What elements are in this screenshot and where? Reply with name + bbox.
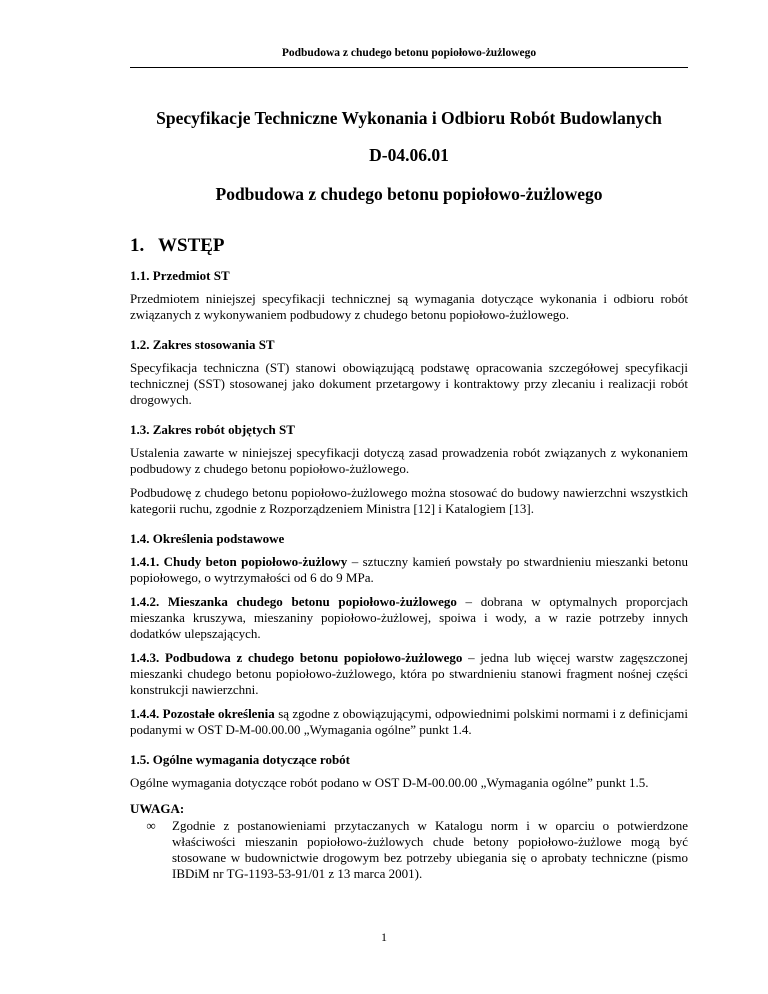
section-heading-1 <box>130 234 688 258</box>
definition-text: – jedna lub więcej warstw zagęszczonej mieszanki chudego betonu popiołowo-żużlowego, która po stwardnieniu stanowi fragment nośnej części konstrukcji nawierzchni. <box>130 650 688 697</box>
paragraph-1-3-a: Ustalenia zawarte w niniejszej specyfikacji dotyczą zasad prowadzenia robót związanych z wykonaniem podbudowy z chudego betonu popiołowo-żużlowego. <box>130 445 688 476</box>
definition-1-4-4 <box>130 706 688 738</box>
section-number: 1. <box>130 235 145 256</box>
subsection-heading-1-5: 1.5. Ogólne wymagania dotyczące robót <box>130 752 351 767</box>
document-title: Specyfikacje Techniczne Wykonania i Odbioru Robót Budowlanych <box>156 108 662 128</box>
definition-1-4-1 <box>130 554 688 586</box>
definition-term: 1.4.2. Mieszanka chudego betonu popiołowo-żużlowego <box>130 594 457 609</box>
note-bullet-item <box>130 818 688 882</box>
note-label: UWAGA: <box>130 801 185 816</box>
definition-text: są zgodne z obowiązującymi, odpowiednimi polskimi normami i z definicjami podanymi w OST D-M-00.00.00 „Wymagania ogólne” punkt 1.4. <box>130 706 688 737</box>
definition-term: 1.4.1. Chudy beton popiołowo-żużlowy <box>130 554 348 569</box>
paragraph-1-5: Ogólne wymagania dotyczące robót podano w OST D-M-00.00.00 „Wymagania ogólne” punkt 1.5. <box>130 775 649 790</box>
definition-text: – sztuczny kamień powstały po stwardnieniu mieszanki betonu popiołowego, o wytrzymałości od 6 do 9 MPa. <box>130 554 688 585</box>
paragraph-1-2: Specyfikacja techniczna (ST) stanowi obowiązującą podstawę opracowania szczegółowej specyfikacji technicznej (SST) stosowanej jako dokument przetargowy i kontraktowy przy zlecaniu i realizacji robót drogowych. <box>130 360 688 407</box>
definition-text: – dobrana w optymalnych proporcjach mieszanka kruszywa, mieszaniny popiołowo-żużlowej, spoiwa i wody, a w razie potrzeby innych dodatków ulepszających. <box>130 594 688 641</box>
definition-term: 1.4.4. Pozostałe określenia <box>130 706 275 721</box>
page-content <box>130 104 688 882</box>
definition-1-4-2 <box>130 594 688 642</box>
page-number: 1 <box>381 930 387 944</box>
infinity-bullet-icon: ∞ <box>146 818 156 833</box>
section-title: WSTĘP <box>158 235 225 256</box>
subsection-heading-1-2: 1.2. Zakres stosowania ST <box>130 337 275 352</box>
header-divider <box>130 67 688 68</box>
document-code: D-04.06.01 <box>369 145 449 165</box>
definition-1-4-3 <box>130 650 688 698</box>
subsection-heading-1-4: 1.4. Określenia podstawowe <box>130 531 285 546</box>
document-subtitle: Podbudowa z chudego betonu popiołowo-żużlowego <box>215 184 603 204</box>
definition-term: 1.4.3. Podbudowa z chudego betonu popiołowo-żużlowego <box>130 650 463 665</box>
subsection-heading-1-3: 1.3. Zakres robót objętych ST <box>130 422 295 437</box>
paragraph-1-3-b: Podbudowę z chudego betonu popiołowo-żużlowego można stosować do budowy nawierzchni wszystkich kategorii ruchu, zgodnie z Rozporządzeniem Ministra [12] i Katalogiem [13]. <box>130 485 688 516</box>
running-header: Podbudowa z chudego betonu popiołowo-żużlowego <box>281 47 537 59</box>
subsection-heading-1-1: 1.1. Przedmiot ST <box>130 268 230 283</box>
paragraph-1-1: Przedmiotem niniejszej specyfikacji technicznej są wymagania dotyczące wykonania i odbioru robót związanych z wykonywaniem podbudowy z chudego betonu popiołowo-żużlowego. <box>130 291 688 322</box>
note-text: Zgodnie z postanowieniami przytaczanych w Katalogu norm i w oparciu o potwierdzone właściwości mieszanin popiołowo-żużlowych chude betony popiołowo-żużlowe mogą być stosowane w budownictwie drogowym bez potrzeby ubiegania się o aprobaty techniczne (pismo IBDiM nr TG-1193-53-91/01 z 13 marca 2001). <box>172 818 688 881</box>
